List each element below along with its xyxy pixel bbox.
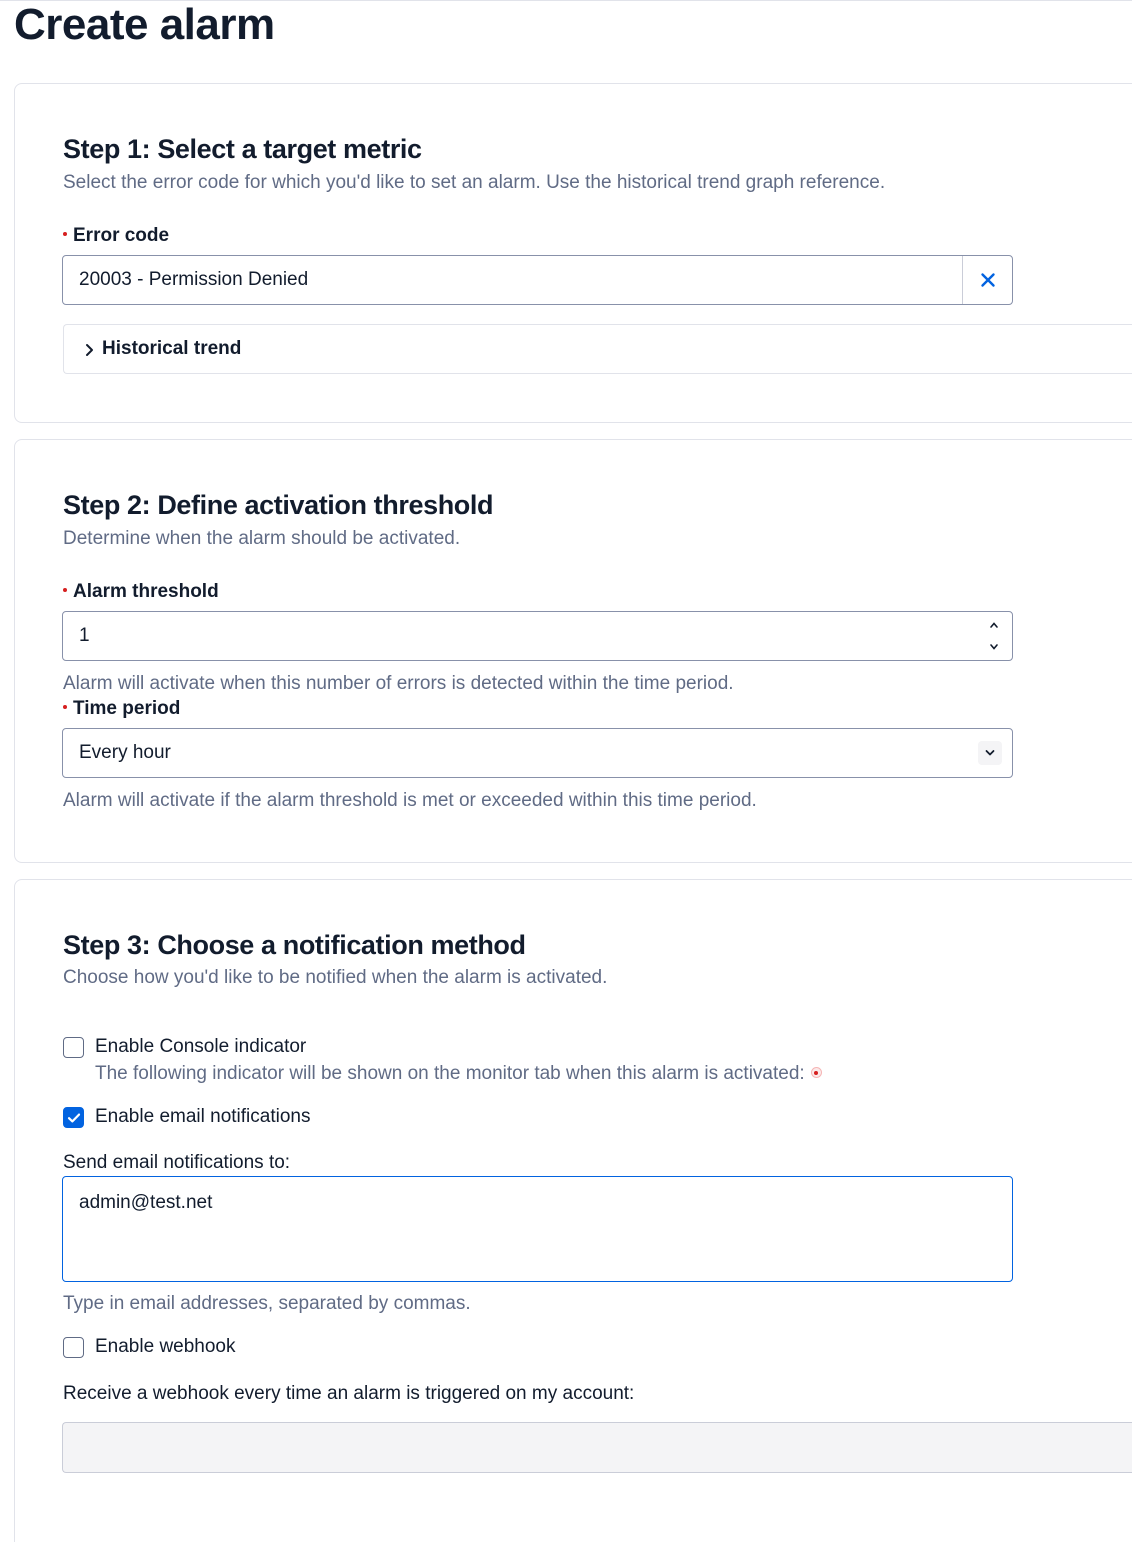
step2-card <box>14 439 1132 863</box>
historical-trend-label: Historical trend <box>102 338 242 359</box>
error-code-combobox[interactable] <box>62 255 1013 305</box>
close-icon <box>980 272 996 288</box>
required-indicator <box>63 588 67 592</box>
chevron-down-icon <box>984 749 996 757</box>
email-recipients-label: Send email notifications to: <box>63 1152 291 1173</box>
time-period-help-text: Alarm will activate if the alarm threshold is met or exceeded within this time period. <box>63 790 757 811</box>
step1-description: Select the error code for which you'd like to set an alarm. Use the historical trend graph reference. <box>63 172 886 193</box>
step3-title: Step 3: Choose a notification method <box>63 930 526 960</box>
time-period-select[interactable] <box>62 728 1013 778</box>
time-period-label: Time period <box>63 698 180 720</box>
error-code-value: 20003 - Permission Denied <box>79 269 309 290</box>
step3-description: Choose how you'd like to be notified when the alarm is activated. <box>63 967 608 988</box>
step1-card <box>14 83 1132 423</box>
select-arrow <box>978 741 1002 765</box>
email-notifications-label: Enable email notifications <box>95 1106 311 1127</box>
step1-title: Step 1: Select a target metric <box>63 134 422 164</box>
time-period-value: Every hour <box>79 742 171 763</box>
chevron-down-icon[interactable] <box>989 643 999 651</box>
step2-description: Determine when the alarm should be activated. <box>63 528 461 549</box>
chevron-up-icon[interactable] <box>989 621 999 629</box>
email-recipients-value: admin@test.net <box>79 1192 213 1213</box>
error-code-label: Error code <box>63 225 169 247</box>
email-recipients-textarea[interactable] <box>62 1176 1013 1282</box>
page-title: Create alarm <box>14 0 275 49</box>
alarm-threshold-label: Alarm threshold <box>63 581 219 603</box>
webhook-label: Enable webhook <box>95 1336 236 1357</box>
webhook-checkbox[interactable] <box>63 1337 84 1358</box>
webhook-url-input[interactable] <box>62 1422 1132 1473</box>
alarm-threshold-input[interactable] <box>62 611 1013 661</box>
email-notifications-checkbox[interactable] <box>63 1107 84 1128</box>
threshold-help-text: Alarm will activate when this number of errors is detected within the time period. <box>63 673 734 694</box>
step2-title: Step 2: Define activation threshold <box>63 490 494 520</box>
chevron-right-icon <box>84 342 96 358</box>
console-indicator-help: The following indicator will be shown on the monitor tab when this alarm is activated: <box>95 1063 822 1085</box>
historical-trend-disclosure[interactable] <box>63 324 1132 374</box>
step3-card <box>14 879 1132 1542</box>
alarm-threshold-value: 1 <box>79 625 90 646</box>
required-indicator <box>63 705 67 709</box>
console-indicator-checkbox[interactable] <box>63 1037 84 1058</box>
webhook-description: Receive a webhook every time an alarm is triggered on my account: <box>63 1383 635 1404</box>
email-help-text: Type in email addresses, separated by commas. <box>63 1293 471 1314</box>
required-indicator <box>63 232 67 236</box>
checkmark-icon <box>67 1112 81 1124</box>
threshold-stepper[interactable] <box>986 621 1002 651</box>
alarm-indicator-icon <box>811 1067 822 1078</box>
console-indicator-label: Enable Console indicator <box>95 1036 307 1057</box>
clear-error-code-button[interactable] <box>962 256 1012 304</box>
